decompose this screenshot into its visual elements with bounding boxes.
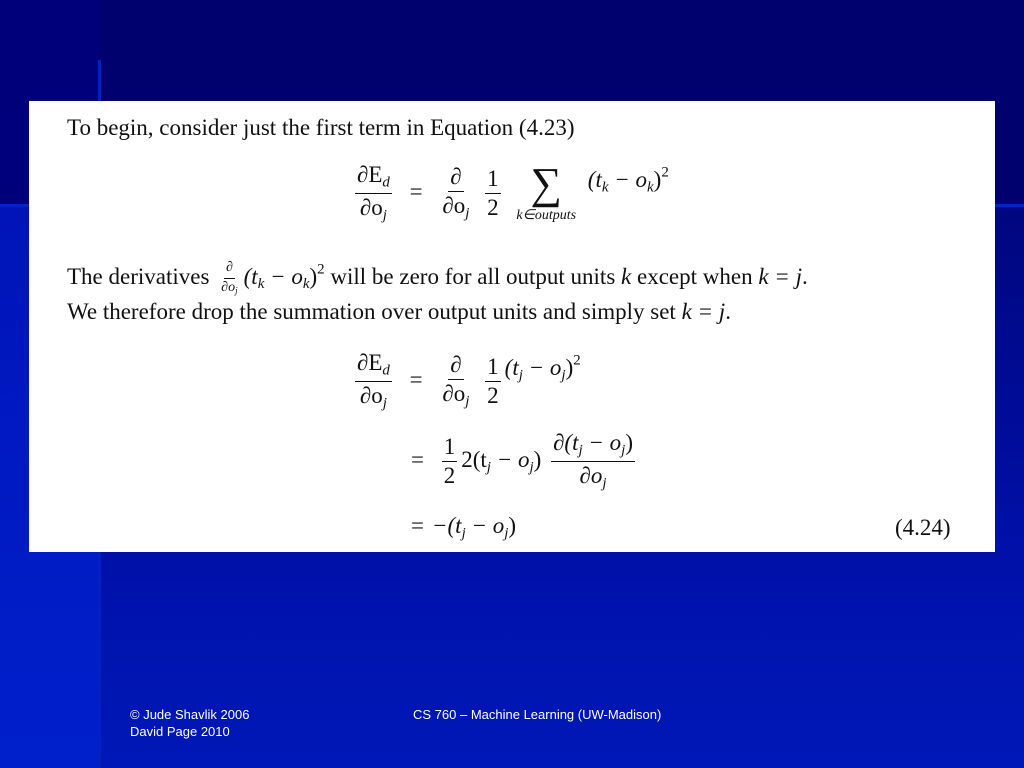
sum-index: k∈outputs: [516, 208, 577, 224]
eq1-lhs-fraction: [355, 163, 392, 224]
eq1-lhs-num-sub: d: [382, 174, 390, 191]
equation-number: (4.24): [895, 515, 951, 540]
eq1-lhs-den-sub: j: [382, 207, 387, 224]
equation-1: [351, 159, 669, 224]
paragraph-line-2: We therefore drop the summation over output units and simply set k = j.: [67, 299, 731, 324]
eq1-d-den: ∂o: [442, 193, 466, 219]
equation-2-line-3: = $-(t_j - o_j)$: [411, 513, 517, 542]
para-derivative-fraction: $\frac{\partial}{\partial o_j}$: [221, 260, 238, 296]
intro-line: To begin, consider just the first term in Equation (4.23): [67, 115, 575, 140]
footer-course-title: CS 760 – Machine Learning (UW-Madison): [413, 707, 662, 722]
eq1-equals: =: [409, 178, 423, 204]
eq1-half-fraction: [485, 167, 501, 220]
eq1-d-den-sub: j: [465, 205, 470, 222]
eq1-half-den: 2: [487, 195, 499, 221]
eq2-line1-term: $(t_j - o_j)^2$: [504, 352, 581, 384]
paragraph-line-1: The derivatives $\frac{\partial}{\partial o_j}$ $(t_k - o_k)^2$ will be zero for all output units k except when k = j.: [67, 260, 808, 296]
eq1-lhs-num: ∂E: [357, 162, 383, 187]
footer-copyright-line-2: David Page 2010: [130, 724, 230, 739]
eq1-half-num: 1: [485, 167, 501, 194]
equation-panel: [29, 101, 995, 552]
eq1-term: $(t_k - o_k)^2$: [587, 164, 669, 196]
equation-2-line-2: = $\frac{1}{2}$ $2(t_j - o_j)$ $\frac{\partial(t_j - o_j)}{\partial o_j}$: [411, 430, 633, 492]
footer-copyright-line-1: © Jude Shavlik 2006: [130, 707, 250, 722]
equation-2-line-1: $\frac{\partial E_d}{\partial o_j}$ = $\frac{\partial}{\partial o_j}$ $\frac{1}{2}$ $(t_j - o_j)^2$: [357, 350, 581, 412]
eq1-summation: [516, 159, 577, 224]
eq1-derivative-fraction: [440, 165, 471, 222]
eq1-lhs-den: ∂o: [359, 195, 383, 221]
footer-copyright: [130, 706, 249, 740]
eq2-line2-fraction: $\frac{\partial(t_j - o_j)}{\partial o_j}$: [553, 430, 633, 492]
sigma-symbol: ∑: [530, 159, 562, 209]
eq1-d-num: ∂: [448, 165, 463, 192]
